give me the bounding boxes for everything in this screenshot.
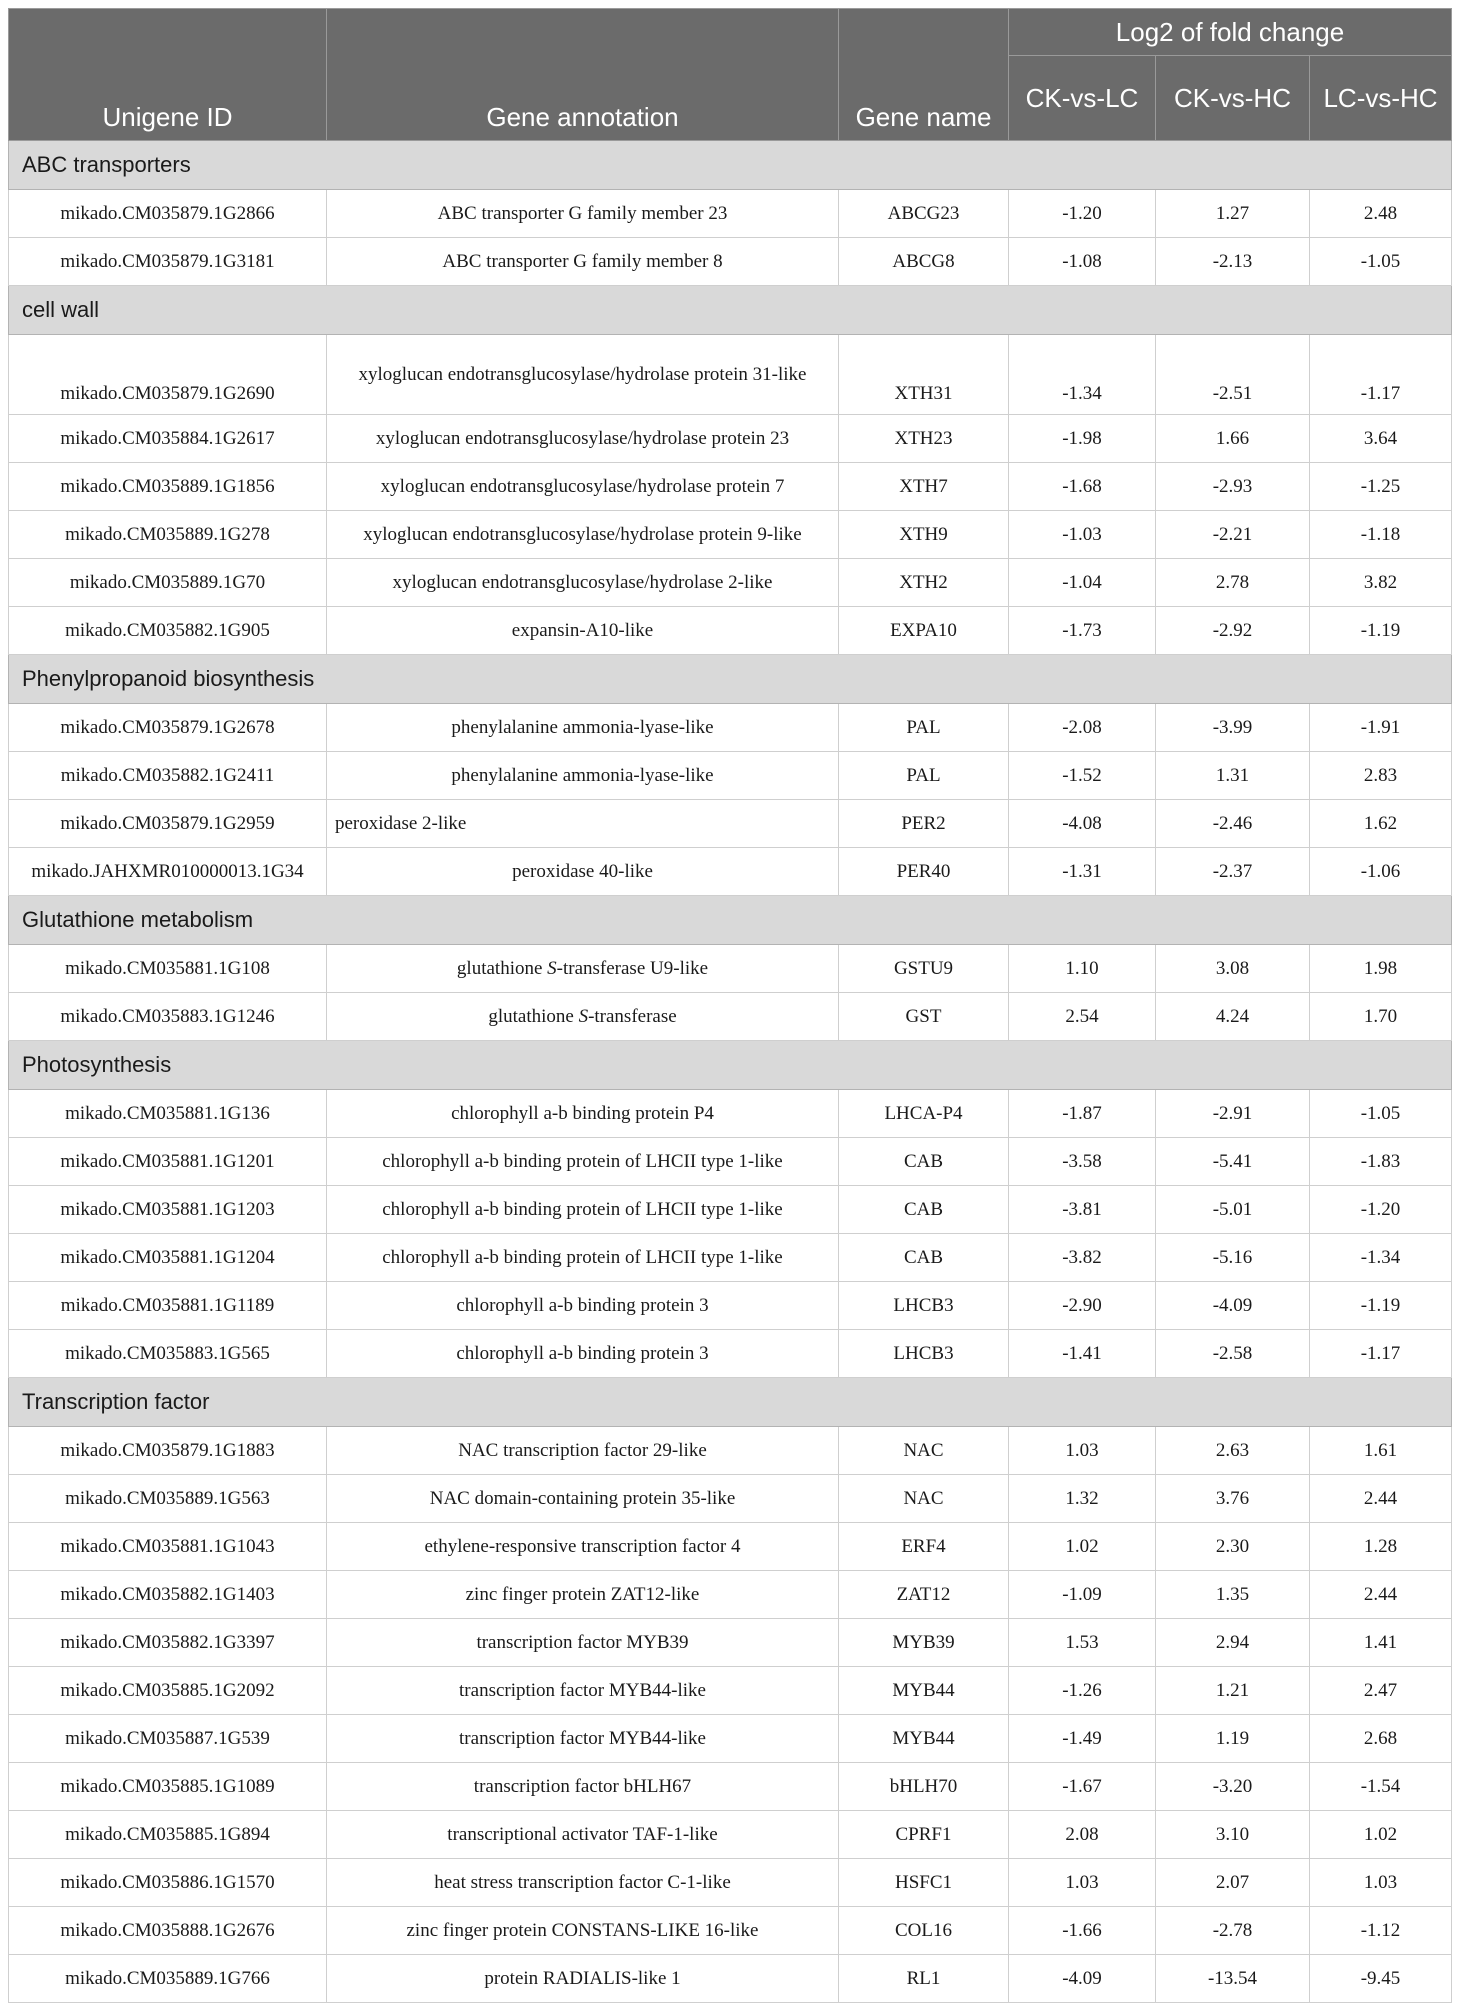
- cell-lc-vs-hc: -1.17: [1310, 1330, 1452, 1378]
- cell-lc-vs-hc: -1.19: [1310, 1282, 1452, 1330]
- cell-ck-vs-hc: -2.78: [1156, 1907, 1310, 1955]
- cell-ck-vs-hc: -2.13: [1156, 238, 1310, 286]
- cell-gene-name: ABCG8: [839, 238, 1009, 286]
- cell-ck-vs-hc: -2.37: [1156, 848, 1310, 896]
- cell-gene-annotation: expansin-A10-like: [327, 607, 839, 655]
- table-row: [9, 1186, 1452, 1234]
- cell-lc-vs-hc: 2.44: [1310, 1571, 1452, 1619]
- table-row: [9, 190, 1452, 238]
- cell-lc-vs-hc: -1.20: [1310, 1186, 1452, 1234]
- cell-lc-vs-hc: 1.62: [1310, 800, 1452, 848]
- cell-unigene-id: mikado.CM035881.1G1189: [9, 1282, 327, 1330]
- cell-lc-vs-hc: 2.47: [1310, 1667, 1452, 1715]
- cell-gene-name: MYB39: [839, 1619, 1009, 1667]
- cell-gene-name: LHCB3: [839, 1330, 1009, 1378]
- cell-lc-vs-hc: -1.12: [1310, 1907, 1452, 1955]
- cell-ck-vs-lc: -2.90: [1009, 1282, 1156, 1330]
- header-fold-change-group: Log2 of fold change: [1009, 9, 1452, 56]
- section-row: [9, 286, 1452, 335]
- cell-ck-vs-lc: -1.73: [1009, 607, 1156, 655]
- cell-gene-annotation: peroxidase 40-like: [327, 848, 839, 896]
- cell-ck-vs-lc: -1.87: [1009, 1090, 1156, 1138]
- cell-ck-vs-hc: -2.58: [1156, 1330, 1310, 1378]
- cell-ck-vs-lc: -4.08: [1009, 800, 1156, 848]
- cell-gene-annotation: heat stress transcription factor C-1-like: [327, 1859, 839, 1907]
- cell-gene-name: CPRF1: [839, 1811, 1009, 1859]
- cell-ck-vs-hc: -2.46: [1156, 800, 1310, 848]
- header-ck-vs-hc: CK-vs-HC: [1156, 56, 1310, 141]
- cell-unigene-id: mikado.CM035879.1G2690: [9, 335, 327, 415]
- section-row: [9, 141, 1452, 190]
- cell-ck-vs-hc: 1.31: [1156, 752, 1310, 800]
- cell-ck-vs-lc: -2.08: [1009, 704, 1156, 752]
- cell-gene-name: XTH31: [839, 335, 1009, 415]
- cell-gene-annotation: zinc finger protein ZAT12-like: [327, 1571, 839, 1619]
- cell-gene-name: XTH23: [839, 415, 1009, 463]
- header-ck-vs-lc: CK-vs-LC: [1009, 56, 1156, 141]
- cell-unigene-id: mikado.CM035881.1G1043: [9, 1523, 327, 1571]
- cell-ck-vs-lc: -1.04: [1009, 559, 1156, 607]
- cell-unigene-id: mikado.CM035886.1G1570: [9, 1859, 327, 1907]
- cell-lc-vs-hc: 1.02: [1310, 1811, 1452, 1859]
- cell-lc-vs-hc: -1.17: [1310, 335, 1452, 415]
- table-row: [9, 1907, 1452, 1955]
- cell-unigene-id: mikado.CM035887.1G539: [9, 1715, 327, 1763]
- cell-unigene-id: mikado.CM035883.1G1246: [9, 993, 327, 1041]
- cell-gene-annotation: transcription factor MYB44-like: [327, 1715, 839, 1763]
- cell-gene-name: ZAT12: [839, 1571, 1009, 1619]
- cell-ck-vs-lc: -1.26: [1009, 1667, 1156, 1715]
- table-row: [9, 1667, 1452, 1715]
- cell-ck-vs-hc: 4.24: [1156, 993, 1310, 1041]
- cell-ck-vs-hc: -2.92: [1156, 607, 1310, 655]
- cell-gene-name: PER40: [839, 848, 1009, 896]
- table-row: [9, 1234, 1452, 1282]
- cell-ck-vs-lc: -1.34: [1009, 335, 1156, 415]
- cell-ck-vs-hc: -4.09: [1156, 1282, 1310, 1330]
- cell-ck-vs-hc: 2.07: [1156, 1859, 1310, 1907]
- table-row: [9, 1763, 1452, 1811]
- cell-gene-name: CAB: [839, 1234, 1009, 1282]
- cell-gene-annotation: chlorophyll a-b binding protein of LHCII type 1-like: [327, 1138, 839, 1186]
- cell-ck-vs-lc: -3.81: [1009, 1186, 1156, 1234]
- cell-unigene-id: mikado.CM035879.1G2959: [9, 800, 327, 848]
- cell-lc-vs-hc: -1.06: [1310, 848, 1452, 896]
- cell-gene-annotation: chlorophyll a-b binding protein 3: [327, 1330, 839, 1378]
- cell-gene-name: MYB44: [839, 1667, 1009, 1715]
- cell-lc-vs-hc: 1.61: [1310, 1427, 1452, 1475]
- cell-ck-vs-lc: -1.68: [1009, 463, 1156, 511]
- cell-ck-vs-lc: -1.66: [1009, 1907, 1156, 1955]
- cell-ck-vs-lc: -1.98: [1009, 415, 1156, 463]
- cell-gene-annotation: xyloglucan endotransglucosylase/hydrolase 2-like: [327, 559, 839, 607]
- cell-ck-vs-hc: 1.19: [1156, 1715, 1310, 1763]
- cell-ck-vs-hc: -3.20: [1156, 1763, 1310, 1811]
- cell-gene-annotation: protein RADIALIS-like 1: [327, 1955, 839, 2003]
- cell-gene-annotation: glutathione S-transferase U9-like: [327, 945, 839, 993]
- cell-unigene-id: mikado.CM035881.1G136: [9, 1090, 327, 1138]
- cell-ck-vs-lc: -1.20: [1009, 190, 1156, 238]
- cell-unigene-id: mikado.CM035879.1G1883: [9, 1427, 327, 1475]
- cell-gene-annotation: phenylalanine ammonia-lyase-like: [327, 752, 839, 800]
- cell-gene-name: LHCA-P4: [839, 1090, 1009, 1138]
- section-row: [9, 1041, 1452, 1090]
- cell-lc-vs-hc: 2.44: [1310, 1475, 1452, 1523]
- cell-lc-vs-hc: 3.64: [1310, 415, 1452, 463]
- section-title: Photosynthesis: [9, 1041, 1452, 1090]
- fold-change-table: [8, 8, 1452, 2003]
- cell-gene-annotation: transcription factor MYB39: [327, 1619, 839, 1667]
- cell-gene-name: GST: [839, 993, 1009, 1041]
- table-row: [9, 1811, 1452, 1859]
- cell-ck-vs-lc: -1.08: [1009, 238, 1156, 286]
- table-row: [9, 463, 1452, 511]
- table-row: [9, 1090, 1452, 1138]
- cell-ck-vs-lc: 1.03: [1009, 1427, 1156, 1475]
- cell-gene-name: MYB44: [839, 1715, 1009, 1763]
- cell-gene-annotation: chlorophyll a-b binding protein of LHCII type 1-like: [327, 1186, 839, 1234]
- table-row: [9, 800, 1452, 848]
- cell-gene-name: ABCG23: [839, 190, 1009, 238]
- cell-ck-vs-lc: 1.32: [1009, 1475, 1156, 1523]
- cell-ck-vs-hc: 1.35: [1156, 1571, 1310, 1619]
- cell-gene-name: NAC: [839, 1427, 1009, 1475]
- cell-gene-annotation: phenylalanine ammonia-lyase-like: [327, 704, 839, 752]
- section-row: [9, 896, 1452, 945]
- table-header: [9, 9, 1452, 141]
- cell-unigene-id: mikado.CM035885.1G2092: [9, 1667, 327, 1715]
- cell-unigene-id: mikado.CM035885.1G1089: [9, 1763, 327, 1811]
- cell-ck-vs-hc: -2.21: [1156, 511, 1310, 559]
- cell-gene-name: XTH2: [839, 559, 1009, 607]
- cell-unigene-id: mikado.CM035883.1G565: [9, 1330, 327, 1378]
- section-row: [9, 1378, 1452, 1427]
- table-row: [9, 945, 1452, 993]
- cell-unigene-id: mikado.CM035889.1G1856: [9, 463, 327, 511]
- cell-gene-name: PAL: [839, 752, 1009, 800]
- cell-ck-vs-hc: 1.21: [1156, 1667, 1310, 1715]
- table-row: [9, 1282, 1452, 1330]
- cell-lc-vs-hc: -1.19: [1310, 607, 1452, 655]
- cell-gene-annotation: ABC transporter G family member 8: [327, 238, 839, 286]
- cell-gene-annotation: transcriptional activator TAF-1-like: [327, 1811, 839, 1859]
- table-row: [9, 1955, 1452, 2003]
- cell-gene-name: PAL: [839, 704, 1009, 752]
- cell-gene-name: COL16: [839, 1907, 1009, 1955]
- cell-gene-name: CAB: [839, 1186, 1009, 1234]
- cell-lc-vs-hc: -1.83: [1310, 1138, 1452, 1186]
- cell-ck-vs-lc: -1.52: [1009, 752, 1156, 800]
- cell-unigene-id: mikado.CM035885.1G894: [9, 1811, 327, 1859]
- table-row: [9, 559, 1452, 607]
- cell-unigene-id: mikado.CM035884.1G2617: [9, 415, 327, 463]
- table-row: [9, 1138, 1452, 1186]
- table-row: [9, 511, 1452, 559]
- cell-ck-vs-lc: -3.58: [1009, 1138, 1156, 1186]
- cell-gene-annotation: xyloglucan endotransglucosylase/hydrolase protein 7: [327, 463, 839, 511]
- cell-gene-name: XTH7: [839, 463, 1009, 511]
- cell-unigene-id: mikado.CM035882.1G3397: [9, 1619, 327, 1667]
- cell-unigene-id: mikado.CM035881.1G1204: [9, 1234, 327, 1282]
- cell-unigene-id: mikado.CM035881.1G108: [9, 945, 327, 993]
- cell-lc-vs-hc: 2.48: [1310, 190, 1452, 238]
- cell-lc-vs-hc: 1.28: [1310, 1523, 1452, 1571]
- cell-ck-vs-lc: -1.41: [1009, 1330, 1156, 1378]
- cell-unigene-id: mikado.CM035881.1G1201: [9, 1138, 327, 1186]
- cell-lc-vs-hc: 1.98: [1310, 945, 1452, 993]
- table-row: [9, 1427, 1452, 1475]
- cell-gene-annotation: transcription factor bHLH67: [327, 1763, 839, 1811]
- table-row: [9, 704, 1452, 752]
- cell-ck-vs-lc: -1.49: [1009, 1715, 1156, 1763]
- cell-lc-vs-hc: 1.03: [1310, 1859, 1452, 1907]
- table-row: [9, 335, 1452, 415]
- cell-ck-vs-hc: 2.30: [1156, 1523, 1310, 1571]
- cell-ck-vs-hc: -2.51: [1156, 335, 1310, 415]
- table-row: [9, 1330, 1452, 1378]
- section-row: [9, 655, 1452, 704]
- cell-lc-vs-hc: -9.45: [1310, 1955, 1452, 2003]
- cell-gene-annotation: xyloglucan endotransglucosylase/hydrolase protein 31-like: [327, 335, 839, 415]
- table-row: [9, 1523, 1452, 1571]
- cell-ck-vs-hc: -5.41: [1156, 1138, 1310, 1186]
- cell-lc-vs-hc: 3.82: [1310, 559, 1452, 607]
- cell-unigene-id: mikado.CM035882.1G2411: [9, 752, 327, 800]
- cell-lc-vs-hc: -1.25: [1310, 463, 1452, 511]
- table-row: [9, 607, 1452, 655]
- cell-ck-vs-hc: -3.99: [1156, 704, 1310, 752]
- table-row: [9, 1715, 1452, 1763]
- cell-gene-name: CAB: [839, 1138, 1009, 1186]
- cell-lc-vs-hc: 1.41: [1310, 1619, 1452, 1667]
- cell-lc-vs-hc: -1.05: [1310, 238, 1452, 286]
- cell-unigene-id: mikado.CM035879.1G3181: [9, 238, 327, 286]
- cell-lc-vs-hc: 1.70: [1310, 993, 1452, 1041]
- cell-gene-annotation: xyloglucan endotransglucosylase/hydrolase protein 9-like: [327, 511, 839, 559]
- cell-unigene-id: mikado.CM035888.1G2676: [9, 1907, 327, 1955]
- cell-unigene-id: mikado.JAHXMR010000013.1G34: [9, 848, 327, 896]
- table-row: [9, 752, 1452, 800]
- cell-lc-vs-hc: -1.05: [1310, 1090, 1452, 1138]
- section-title: ABC transporters: [9, 141, 1452, 190]
- cell-gene-name: RL1: [839, 1955, 1009, 2003]
- table-row: [9, 1475, 1452, 1523]
- cell-ck-vs-lc: 1.10: [1009, 945, 1156, 993]
- cell-lc-vs-hc: 2.68: [1310, 1715, 1452, 1763]
- cell-ck-vs-hc: -2.91: [1156, 1090, 1310, 1138]
- cell-gene-annotation: chlorophyll a-b binding protein P4: [327, 1090, 839, 1138]
- header-lc-vs-hc: LC-vs-HC: [1310, 56, 1452, 141]
- cell-unigene-id: mikado.CM035882.1G905: [9, 607, 327, 655]
- cell-gene-name: bHLH70: [839, 1763, 1009, 1811]
- cell-ck-vs-lc: -1.31: [1009, 848, 1156, 896]
- table-row: [9, 238, 1452, 286]
- cell-gene-annotation: NAC transcription factor 29-like: [327, 1427, 839, 1475]
- cell-gene-annotation: ethylene-responsive transcription factor 4: [327, 1523, 839, 1571]
- cell-ck-vs-lc: 1.03: [1009, 1859, 1156, 1907]
- header-gene-name: Gene name: [839, 9, 1009, 141]
- cell-ck-vs-lc: -1.09: [1009, 1571, 1156, 1619]
- cell-gene-annotation: xyloglucan endotransglucosylase/hydrolase protein 23: [327, 415, 839, 463]
- table-row: [9, 1571, 1452, 1619]
- cell-gene-annotation: chlorophyll a-b binding protein of LHCII type 1-like: [327, 1234, 839, 1282]
- cell-ck-vs-hc: 1.66: [1156, 415, 1310, 463]
- cell-unigene-id: mikado.CM035882.1G1403: [9, 1571, 327, 1619]
- cell-unigene-id: mikado.CM035889.1G70: [9, 559, 327, 607]
- cell-unigene-id: mikado.CM035879.1G2678: [9, 704, 327, 752]
- cell-gene-annotation: glutathione S-transferase: [327, 993, 839, 1041]
- cell-lc-vs-hc: -1.91: [1310, 704, 1452, 752]
- cell-lc-vs-hc: -1.18: [1310, 511, 1452, 559]
- cell-unigene-id: mikado.CM035889.1G563: [9, 1475, 327, 1523]
- section-title: Phenylpropanoid biosynthesis: [9, 655, 1452, 704]
- cell-unigene-id: mikado.CM035889.1G278: [9, 511, 327, 559]
- cell-lc-vs-hc: 2.83: [1310, 752, 1452, 800]
- section-title: cell wall: [9, 286, 1452, 335]
- cell-ck-vs-lc: -1.03: [1009, 511, 1156, 559]
- cell-ck-vs-lc: 1.53: [1009, 1619, 1156, 1667]
- cell-gene-annotation: NAC domain-containing protein 35-like: [327, 1475, 839, 1523]
- cell-ck-vs-hc: 3.10: [1156, 1811, 1310, 1859]
- cell-gene-name: PER2: [839, 800, 1009, 848]
- cell-unigene-id: mikado.CM035881.1G1203: [9, 1186, 327, 1234]
- section-title: Transcription factor: [9, 1378, 1452, 1427]
- cell-ck-vs-hc: 2.78: [1156, 559, 1310, 607]
- cell-ck-vs-lc: -1.67: [1009, 1763, 1156, 1811]
- cell-ck-vs-hc: 3.08: [1156, 945, 1310, 993]
- cell-ck-vs-hc: 2.94: [1156, 1619, 1310, 1667]
- cell-gene-name: HSFC1: [839, 1859, 1009, 1907]
- cell-gene-name: XTH9: [839, 511, 1009, 559]
- cell-ck-vs-hc: -2.93: [1156, 463, 1310, 511]
- cell-ck-vs-hc: -13.54: [1156, 1955, 1310, 2003]
- cell-gene-name: LHCB3: [839, 1282, 1009, 1330]
- cell-unigene-id: mikado.CM035889.1G766: [9, 1955, 327, 2003]
- cell-gene-annotation: peroxidase 2-like: [327, 800, 839, 848]
- header-unigene-id: Unigene ID: [9, 9, 327, 141]
- cell-ck-vs-lc: 1.02: [1009, 1523, 1156, 1571]
- cell-ck-vs-hc: -5.01: [1156, 1186, 1310, 1234]
- cell-ck-vs-lc: -4.09: [1009, 1955, 1156, 2003]
- cell-unigene-id: mikado.CM035879.1G2866: [9, 190, 327, 238]
- cell-ck-vs-hc: 1.27: [1156, 190, 1310, 238]
- table-row: [9, 415, 1452, 463]
- cell-gene-name: GSTU9: [839, 945, 1009, 993]
- cell-gene-annotation: zinc finger protein CONSTANS-LIKE 16-like: [327, 1907, 839, 1955]
- cell-gene-annotation: ABC transporter G family member 23: [327, 190, 839, 238]
- table-body: [9, 141, 1452, 2003]
- cell-gene-annotation: chlorophyll a-b binding protein 3: [327, 1282, 839, 1330]
- cell-gene-annotation: transcription factor MYB44-like: [327, 1667, 839, 1715]
- table-row: [9, 1859, 1452, 1907]
- cell-gene-name: NAC: [839, 1475, 1009, 1523]
- cell-lc-vs-hc: -1.34: [1310, 1234, 1452, 1282]
- cell-lc-vs-hc: -1.54: [1310, 1763, 1452, 1811]
- cell-ck-vs-lc: 2.54: [1009, 993, 1156, 1041]
- cell-ck-vs-hc: -5.16: [1156, 1234, 1310, 1282]
- cell-gene-name: ERF4: [839, 1523, 1009, 1571]
- cell-ck-vs-hc: 2.63: [1156, 1427, 1310, 1475]
- header-gene-annotation: Gene annotation: [327, 9, 839, 141]
- cell-ck-vs-lc: -3.82: [1009, 1234, 1156, 1282]
- cell-ck-vs-hc: 3.76: [1156, 1475, 1310, 1523]
- table-row: [9, 993, 1452, 1041]
- table-row: [9, 848, 1452, 896]
- section-title: Glutathione metabolism: [9, 896, 1452, 945]
- cell-ck-vs-lc: 2.08: [1009, 1811, 1156, 1859]
- table-row: [9, 1619, 1452, 1667]
- cell-gene-name: EXPA10: [839, 607, 1009, 655]
